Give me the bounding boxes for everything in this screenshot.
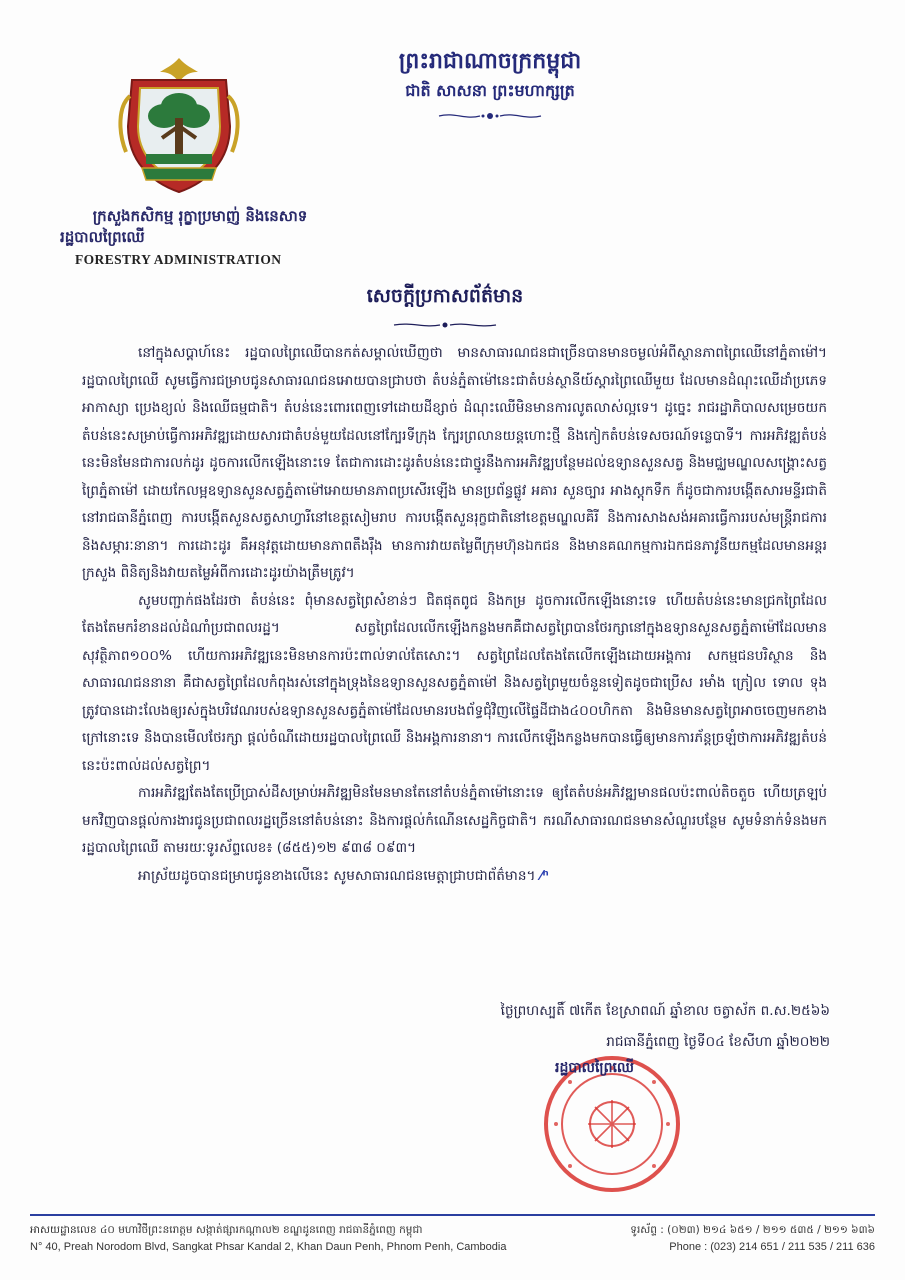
department-name-km: រដ្ឋបាលព្រៃឈើ	[60, 228, 145, 246]
document-title-block	[300, 284, 590, 330]
initial-mark-icon: ⁄ⁿ	[535, 867, 549, 884]
kingdom-header	[340, 44, 640, 122]
lunar-date: ថ្ងៃព្រហស្បតិ៍ ៧កើត ខែស្រាពណ៍ ឆ្នាំខាល ចត្វាស័ក ព.ស.២៥៦៦	[500, 1003, 830, 1019]
title-underline-icon	[300, 320, 590, 330]
ministry-name: ក្រសួងកសិកម្ម រុក្ខាប្រមាញ់ និងនេសាទ	[92, 207, 308, 225]
paragraph-text: នៅក្នុងសប្តាហ៍នេះ រដ្ឋបាលព្រៃឈើបានកត់សម្គាល់ឃើញថា មានសាធារណជនជាច្រើនបានមានចម្ងល់អំពីស្ថានភាពព្រៃឈើនៅភ្នំតាម៉ៅ។ រដ្ឋបាលព្រៃឈើ សូមធ្វើការជម្រាបជូនសាធារណជនអោយបានជ្រាបថា តំបន់ភ្នំតាម៉ៅនេះជាតំបន់ស្ថានីយ៍ស្តារព្រៃឈើមួយ ដែលមានដំណុះឈើដាំប្រភេទអាកាស្យា ប្រេងខ្យល់ និងឈើធម្មជាតិ។ តំបន់នេះពោរពេញទៅដោយដីខ្សាច់ ដំណុះឈើមិនមានការលូតលាស់ល្អទេ។ ដូច្នេះ រាជរដ្ឋាភិបាលសម្រេចយកតំបន់នេះសម្រាប់ធ្វើការអភិវឌ្ឍដោយសារជាតំបន់មួយដែលនៅក្បែរទីក្រុង ក្បែរព្រលានយន្តហោះថ្មី និងកៀកតំបន់ទេសចរណ៍ទន្លេបាទី។ ការអភិវឌ្ឍតំបន់នេះមិនមែនជាការលក់ដូរ ដូចការលើកឡើងនោះទេ តែជាការដោះដូរតំបន់នេះជាថ្នូរនឹងការអភិវឌ្ឍបន្ថែមដល់ឧទ្យានសួនសត្វ និងមជ្ឈមណ្ឌលសង្គ្រោះសត្វព្រៃភ្នំតាម៉ៅ ដោយកែលម្អឧទ្យានសួនសត្វភ្នំតាម៉ៅអោយមានភាពប្រសើរឡើង មានប្រព័ន្ធផ្លូវ អគារ សួនច្បារ អាងស្តុកទឹក ក៏ដូចជាការបង្កើតសារមន្ទីរជាតិនៅរាជធានីភ្នំពេញ ការបង្កើតសួនសត្វសាហ្វារីនៅខេត្តសៀមរាប ការបង្កើតសួនរុក្ខជាតិនៅខេត្តមណ្ឌលគិរី និងការសាងសង់អគារធ្វើការរបស់មន្ត្រីរាជការ និងសម្ភារៈនានា។ ការដោះដូរ គឺអនុវត្តដោយមានភាពតឹងរ៉ឹង មានការវាយតម្លៃពីក្រុមហ៊ុនឯកជន និងមានគណកម្មការឯកជនភាវូនីយកម្មដែលមានអន្តរក្រសួង ពិនិត្យនិងវាយតម្លៃអំពីការដោះដូរយ៉ាងត្រឹមត្រូវ។	[82, 345, 827, 581]
ornament-divider-icon	[340, 110, 640, 122]
paragraph-text: អាស្រ័យដូចបានជម្រាបជូនខាងលើនេះ សូមសាធារណជនមេត្តាជ្រាបជាព័ត៌មាន។	[138, 867, 536, 884]
footer-row-en	[30, 1239, 875, 1256]
footer-phone-en: Phone : (023) 214 651 / 211 535 / 211 636	[669, 1241, 875, 1253]
national-motto: ជាតិ សាសនា ព្រះមហាក្សត្រ	[405, 81, 575, 100]
footer-row-km	[30, 1222, 875, 1239]
document-title: សេចក្តីប្រកាសព័ត៌មាន	[366, 285, 524, 307]
department-name-en: FORESTRY ADMINISTRATION	[75, 252, 282, 267]
paragraph	[82, 588, 827, 781]
footer-divider	[30, 1214, 875, 1216]
ministry-block	[60, 206, 340, 268]
footer-phone-km: ទូរស័ព្ទ : (០២៣) ២១៤ ៦៥១ / ២១១ ៥៣៥ / ២១១ ៦៣៦	[630, 1224, 875, 1236]
signature-title: រដ្ឋបាលព្រៃឈើ	[555, 1060, 635, 1076]
paragraph	[82, 340, 827, 588]
footer-address-km: អាសយដ្ឋានលេខ ៤០ មហាវិថីព្រះនរោត្តម សង្កាត់ផ្សារកណ្តាល២ ខណ្ឌដូនពេញ រាជធានីភ្នំពេញ កម្ពុជា	[30, 1224, 423, 1236]
paragraph	[82, 863, 827, 891]
paragraph-text: សូមបញ្ជាក់ផងដែរថា តំបន់នេះ ពុំមានសត្វព្រៃសំខាន់ៗ ជិតផុតពូជ និងកម្រ ដូចការលើកឡើងនោះទេ ហើយតំបន់នេះមានជ្រកព្រៃដែលតែងតែមករំខានដល់ដំណាំប្រជាពលរដ្ឋ។ សត្វព្រៃដែលលើកឡើងកន្លងមកគឺជាសត្វព្រៃបានថែរក្សានៅក្នុងឧទ្យានសួនសត្វភ្នំតាម៉ៅដែលមានសុវត្ថិភាព១០០% ហើយការអភិវឌ្ឍនេះមិនមានការប៉ះពាល់ទាល់តែសោះ។ សត្វព្រៃដែលតែងតែលើកឡើងដោយអង្គការ សកម្មជនបរិស្ថាន និងសាធារណជននានា គឺជាសត្វព្រៃដែលកំពុងរស់នៅក្នុងទ្រុងនៃឧទ្យានសួនសត្វភ្នំតាម៉ៅ និងសត្វព្រៃមួយចំនួនទៀតដូចជាប្រើស រមាំង ក្រៀល ទោល ទុង ត្រូវបានដោះលែងឲ្យរស់ក្នុងបរិវេណរបស់ឧទ្យានសួនសត្វភ្នំតាម៉ៅដែលមានរបងព័ទ្ធជុំវិញលើផ្ទៃដីជាង៤០០ហិកតា និងមិនមានសត្វព្រៃអាចចេញមកខាងក្រៅនោះទេ និងបានមើលថែរក្សា ផ្តល់ចំណីដោយរដ្ឋបាលព្រៃឈើ និងអង្គការនានា។ ការលើកឡើងកន្លងមកបានធ្វើឲ្យមានការភ័ន្តច្រឡំថាការអភិវឌ្ឍតំបន់នេះប៉ះពាល់ដល់សត្វព្រៃ។	[82, 592, 827, 774]
paragraph-text: ការអភិវឌ្ឍតែងតែប្រើប្រាស់ដីសម្រាប់អភិវឌ្ឍមិនមែនមានតែនៅតំបន់ភ្នំតាម៉ៅនោះទេ ឲ្យតែតំបន់អភិវឌ្ឍមានផលប៉ះពាល់តិចតួច ហើយត្រឡប់មកវិញបានផ្តល់ការងារជូនប្រជាពលរដ្ឋច្រើននៅតំបន់នោះ និងការផ្តល់កំណើនសេដ្ឋកិច្ចជាតិ។ ករណីសាធារណជនមានសំណួរបន្ថែម សូមទំនាក់ទំនងមករដ្ឋបាលព្រៃឈើ តាមរយៈទូរស័ព្ទលេខ៖ (៨៥៥)១២ ៩៣៨ ០៩៣។	[82, 785, 827, 856]
footer-address-en: N° 40, Preah Norodom Blvd, Sangkat Phsar Kandal 2, Khan Daun Penh, Phnom Penh, Cambodia	[30, 1241, 507, 1253]
footer	[30, 1222, 875, 1256]
paragraph	[82, 780, 827, 863]
kingdom-title: ព្រះរាជាណាចក្រកម្ពុជា	[398, 48, 582, 74]
document-body	[82, 340, 827, 890]
date-block	[430, 996, 830, 1058]
solar-date: រាជធានីភ្នំពេញ ថ្ងៃទី០៤ ខែសីហា ឆ្នាំ២០២២	[606, 1034, 830, 1050]
forestry-emblem-icon	[112, 56, 246, 196]
